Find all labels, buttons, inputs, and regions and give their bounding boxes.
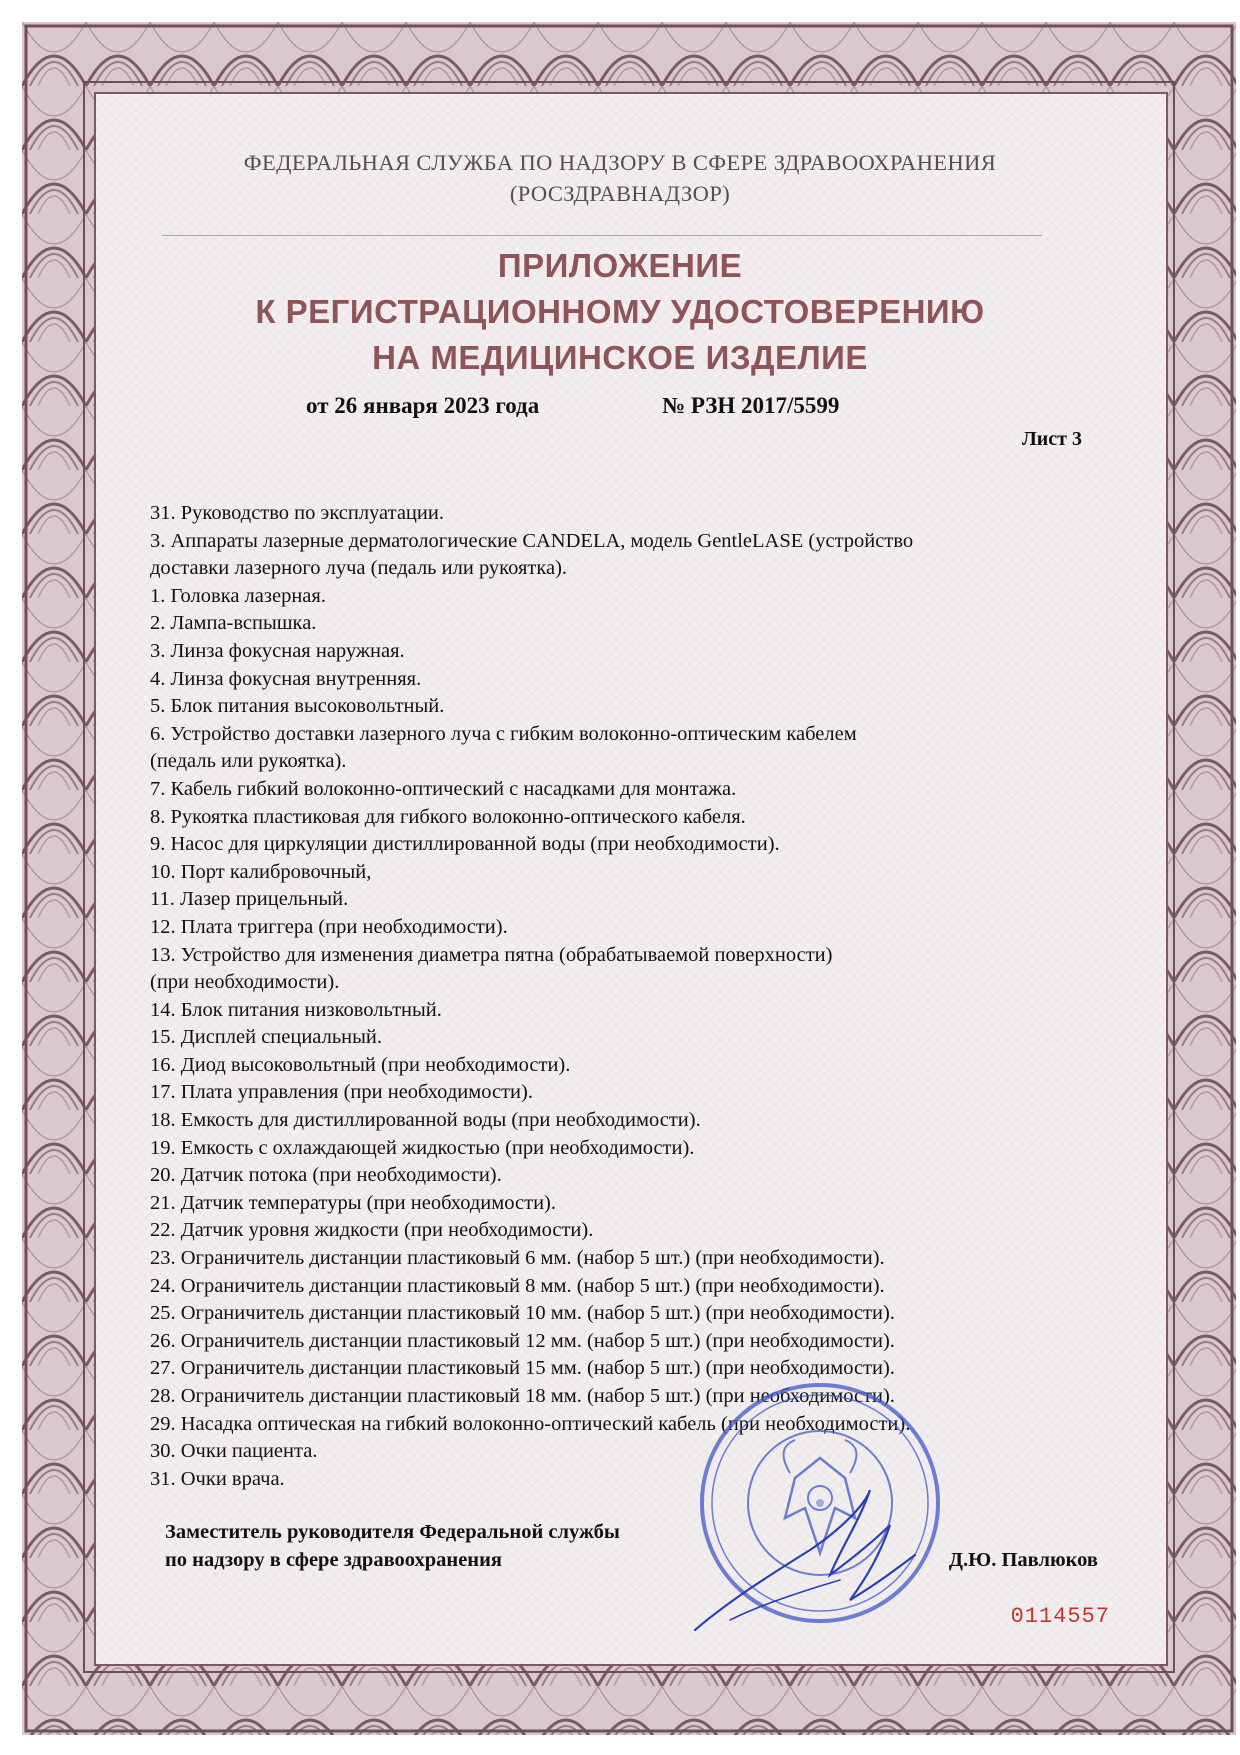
agency-abbreviation: (РОСЗДРАВНАДЗОР) bbox=[509, 181, 731, 206]
list-item: доставки лазерного луча (педаль или рукоятка). bbox=[150, 557, 568, 580]
list-item: 3. Линза фокусная наружная. bbox=[150, 639, 405, 662]
issue-date: от 26 января 2023 года bbox=[306, 393, 540, 418]
list-item: 2. Лампа-вспышка. bbox=[150, 612, 317, 635]
list-item: 22. Датчик уровня жидкости (при необходимости). bbox=[150, 1219, 594, 1242]
list-item: 20. Датчик потока (при необходимости). bbox=[150, 1164, 502, 1187]
signatory-name: Д.Ю. Павлюков bbox=[948, 1549, 1098, 1571]
list-item: 3. Аппараты лазерные дерматологические CANDELA, модель GentleLASE (устройство bbox=[150, 529, 914, 552]
handwritten-signature bbox=[690, 1480, 920, 1640]
list-item: 25. Ограничитель дистанции пластиковый 10 мм. (набор 5 шт.) (при необходимости). bbox=[150, 1302, 895, 1325]
list-item: 5. Блок питания высоковольтный. bbox=[150, 695, 445, 718]
list-item: 15. Дисплей специальный. bbox=[150, 1026, 383, 1049]
list-item: 1. Головка лазерная. bbox=[150, 584, 326, 607]
list-item: 13. Устройство для изменения диаметра пятна (обрабатываемой поверхности) bbox=[150, 943, 833, 966]
list-item: 31. Очки врача. bbox=[150, 1467, 285, 1490]
list-item: 6. Устройство доставки лазерного луча с гибким волоконно-оптическим кабелем bbox=[150, 722, 857, 745]
list-item: 24. Ограничитель дистанции пластиковый 8 мм. (набор 5 шт.) (при необходимости). bbox=[150, 1274, 885, 1297]
signatory-title-line1: Заместитель руководителя Федеральной службы bbox=[165, 1521, 620, 1543]
list-item: 11. Лазер прицельный. bbox=[150, 888, 349, 911]
list-item: 17. Плата управления (при необходимости). bbox=[150, 1081, 533, 1104]
signatory-title-line2: по надзору в сфере здравоохранения bbox=[165, 1549, 503, 1571]
document-subtitle-line2: НА МЕДИЦИНСКОЕ ИЗДЕЛИЕ bbox=[372, 339, 868, 376]
registration-number: № РЗН 2017/5599 bbox=[662, 393, 840, 418]
list-item: 23. Ограничитель дистанции пластиковый 6 мм. (набор 5 шт.) (при необходимости). bbox=[150, 1247, 885, 1270]
list-item: 28. Ограничитель дистанции пластиковый 18 мм. (набор 5 шт.) (при необходимости). bbox=[150, 1385, 895, 1407]
list-item: 10. Порт калибровочный, bbox=[150, 860, 372, 883]
list-item: 8. Рукоятка пластиковая для гибкого волоконно-оптического кабеля. bbox=[150, 805, 746, 828]
list-item: 12. Плата триггера (при необходимости). bbox=[150, 915, 508, 938]
list-item: 21. Датчик температуры (при необходимости). bbox=[150, 1191, 556, 1214]
document-subtitle-line1: К РЕГИСТРАЦИОННОМУ УДОСТОВЕРЕНИЮ bbox=[255, 293, 985, 330]
list-item: (педаль или рукоятка). bbox=[150, 750, 347, 773]
list-item: 26. Ограничитель дистанции пластиковый 12 мм. (набор 5 шт.) (при необходимости). bbox=[150, 1329, 895, 1352]
agency-name: ФЕДЕРАЛЬНАЯ СЛУЖБА ПО НАДЗОРУ В СФЕРЕ ЗДРАВООХРАНЕНИЯ bbox=[243, 150, 997, 175]
list-item: 4. Линза фокусная внутренняя. bbox=[150, 667, 422, 690]
list-item: 19. Емкость с охлаждающей жидкостью (при необходимости). bbox=[150, 1136, 695, 1159]
list-item: 18. Емкость для дистиллированной воды (при необходимости). bbox=[150, 1109, 701, 1132]
list-item: 7. Кабель гибкий волоконно-оптический с насадками для монтажа. bbox=[150, 777, 737, 800]
component-list bbox=[150, 500, 1110, 1493]
document-title: ПРИЛОЖЕНИЕ bbox=[497, 247, 743, 284]
list-item: 9. Насос для циркуляции дистиллированной воды (при необходимости). bbox=[150, 833, 780, 856]
header-divider bbox=[162, 235, 1042, 236]
list-item: 30. Очки пациента. bbox=[150, 1440, 318, 1463]
list-item: 14. Блок питания низковольтный. bbox=[150, 998, 442, 1021]
list-item: 27. Ограничитель дистанции пластиковый 15 мм. (набор 5 шт.) (при необходимости). bbox=[150, 1357, 895, 1380]
list-item: 29. Насадка оптическая на гибкий волоконно-оптический кабель (при необходимости). bbox=[150, 1412, 911, 1435]
form-serial-number: 0114557 bbox=[1010, 1604, 1110, 1629]
sheet-number: Лист 3 bbox=[1021, 428, 1082, 450]
list-item: (при необходимости). bbox=[150, 971, 340, 994]
list-item: 16. Диод высоковольтный (при необходимости). bbox=[150, 1053, 571, 1076]
list-item: 31. Руководство по эксплуатации. bbox=[150, 502, 444, 524]
